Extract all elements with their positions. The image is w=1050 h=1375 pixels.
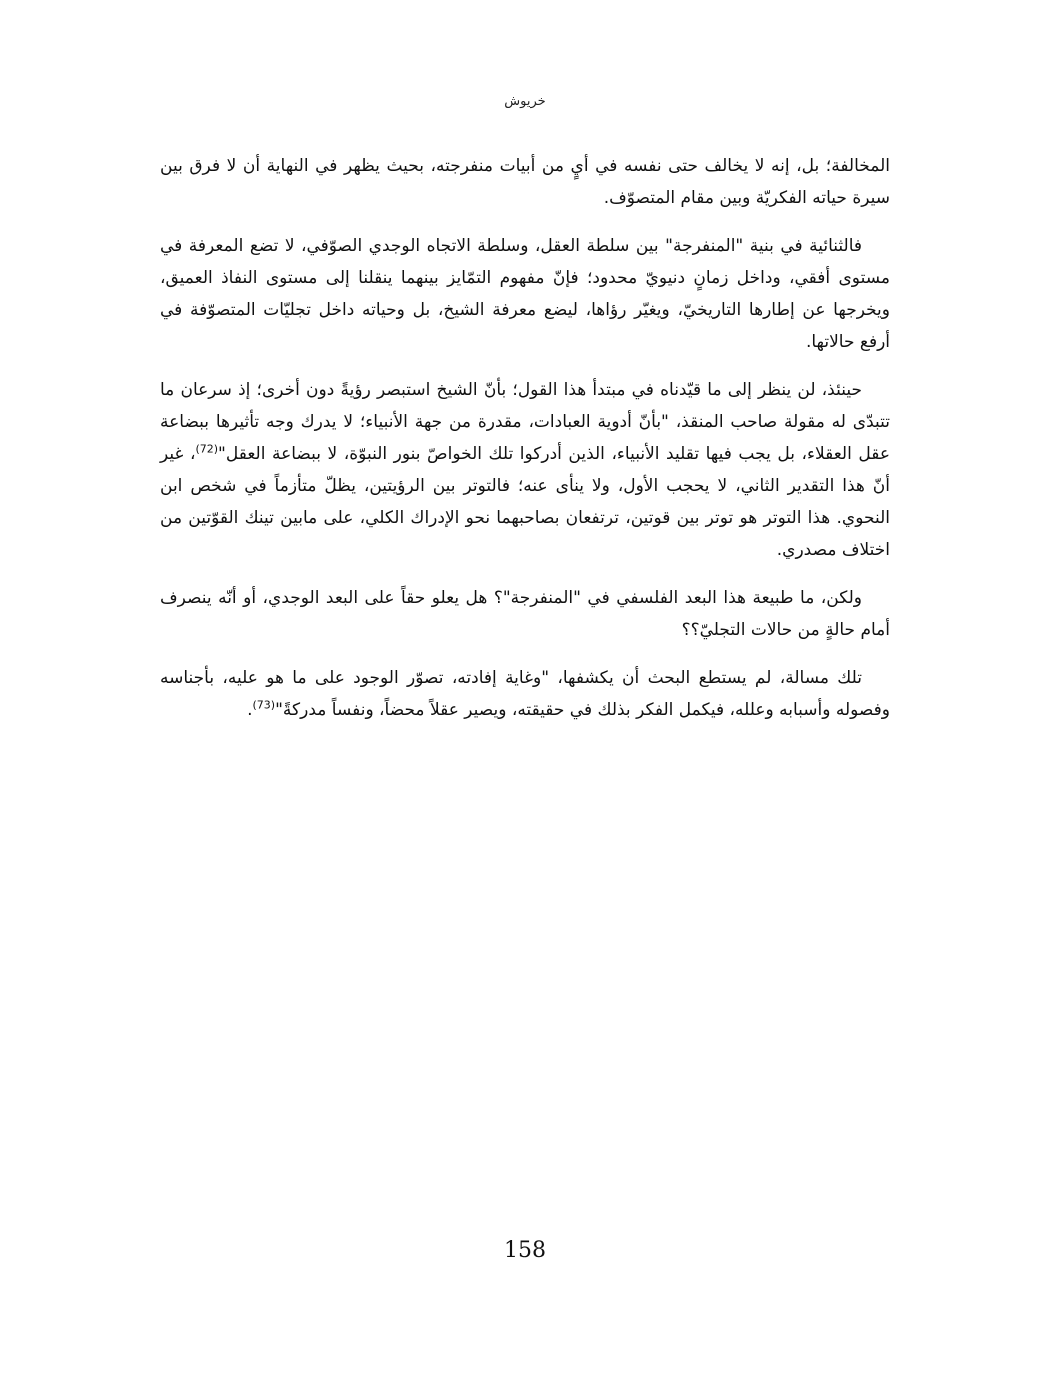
paragraph-1: [160, 150, 890, 214]
running-head: خريوش: [504, 94, 546, 109]
body-text: [160, 150, 890, 742]
paragraph-3-text-part-2: ، غير أنّ هذا التقدير الثاني، لا يحجب الأول، ولا ينأى عنه؛ فالتوتر بين الرؤيتين، يظلّ متأزماً في شخص ابن النحوي. هذا التوتر هو توتر بين قوتين، ترتفعان بصاحبهما نحو الإدراك الكلي، على مابين تينك القوّتين من اختلاف مصدري.: [160, 444, 890, 560]
paragraph-4-text: ولكن، ما طبيعة هذا البعد الفلسفي في "المنفرجة"؟ هل يعلو حقاً على البعد الوجدي، أو أنّه ينصرف أمام حالةٍ من حالات التجليّ؟؟: [160, 588, 890, 640]
paragraph-5-text-part-1: تلك مسالة، لم يستطع البحث أن يكشفها، "وغاية إفادته، تصوّر الوجود على ما هو عليه، بأجناسه وفصوله وأسبابه وعلله، فيكمل الفكر بذلك في حقيقته، ويصير عقلاً محضاً، ونفساً مدركةً": [160, 668, 890, 720]
footnote-ref-72: (72): [195, 442, 219, 456]
paragraph-5-text-part-2: .: [247, 700, 253, 720]
paragraph-3: [160, 374, 890, 566]
paragraph-2-text: فالثنائية في بنية "المنفرجة" بين سلطة العقل، وسلطة الاتجاه الوجدي الصوّفي، لا تضع المعرفة في مستوى أفقي، وداخل زمانٍ دنيويّ محدود؛ فإنّ مفهوم التمّايز بينهما ينقلنا إلى مستوى النفاذ العميق، ويخرجها عن إطارها التاريخيّ، ويغيّر رؤاها، ليضع معرفة الشيخ، بل وحياته داخل تجليّات المتصوّفة في أرفع حالاتها.: [160, 236, 890, 352]
page-number: 158: [504, 1238, 546, 1263]
footnote-ref-73: (73): [252, 698, 276, 712]
paragraph-5: [160, 662, 890, 726]
paragraph-1-text: المخالفة؛ بل، إنه لا يخالف حتى نفسه في أيٍ من أبيات منفرجته، بحيث يظهر في النهاية أن لا فرق بين سيرة حياته الفكريّة وبين مقام المتصوّف.: [160, 156, 890, 208]
paragraph-2: [160, 230, 890, 358]
paragraph-3-text-part-1: حينئذ، لن ينظر إلى ما قيّدناه في مبتدأ هذا القول؛ بأنّ الشيخ استبصر رؤيةً دون أخرى؛ إذ سرعان ما تتبدّى له مقولة صاحب المنقذ، "بأنّ أدوية العبادات، مقدرة من جهة الأنبياء؛ لا يدرك وجه تأثيرها ببضاعة عقل العقلاء، بل يجب فيها تقليد الأنبياء، الذين أدركوا تلك الخواصّ بنور النبوّة، لا ببضاعة العقل": [160, 380, 890, 464]
paragraph-4: [160, 582, 890, 646]
